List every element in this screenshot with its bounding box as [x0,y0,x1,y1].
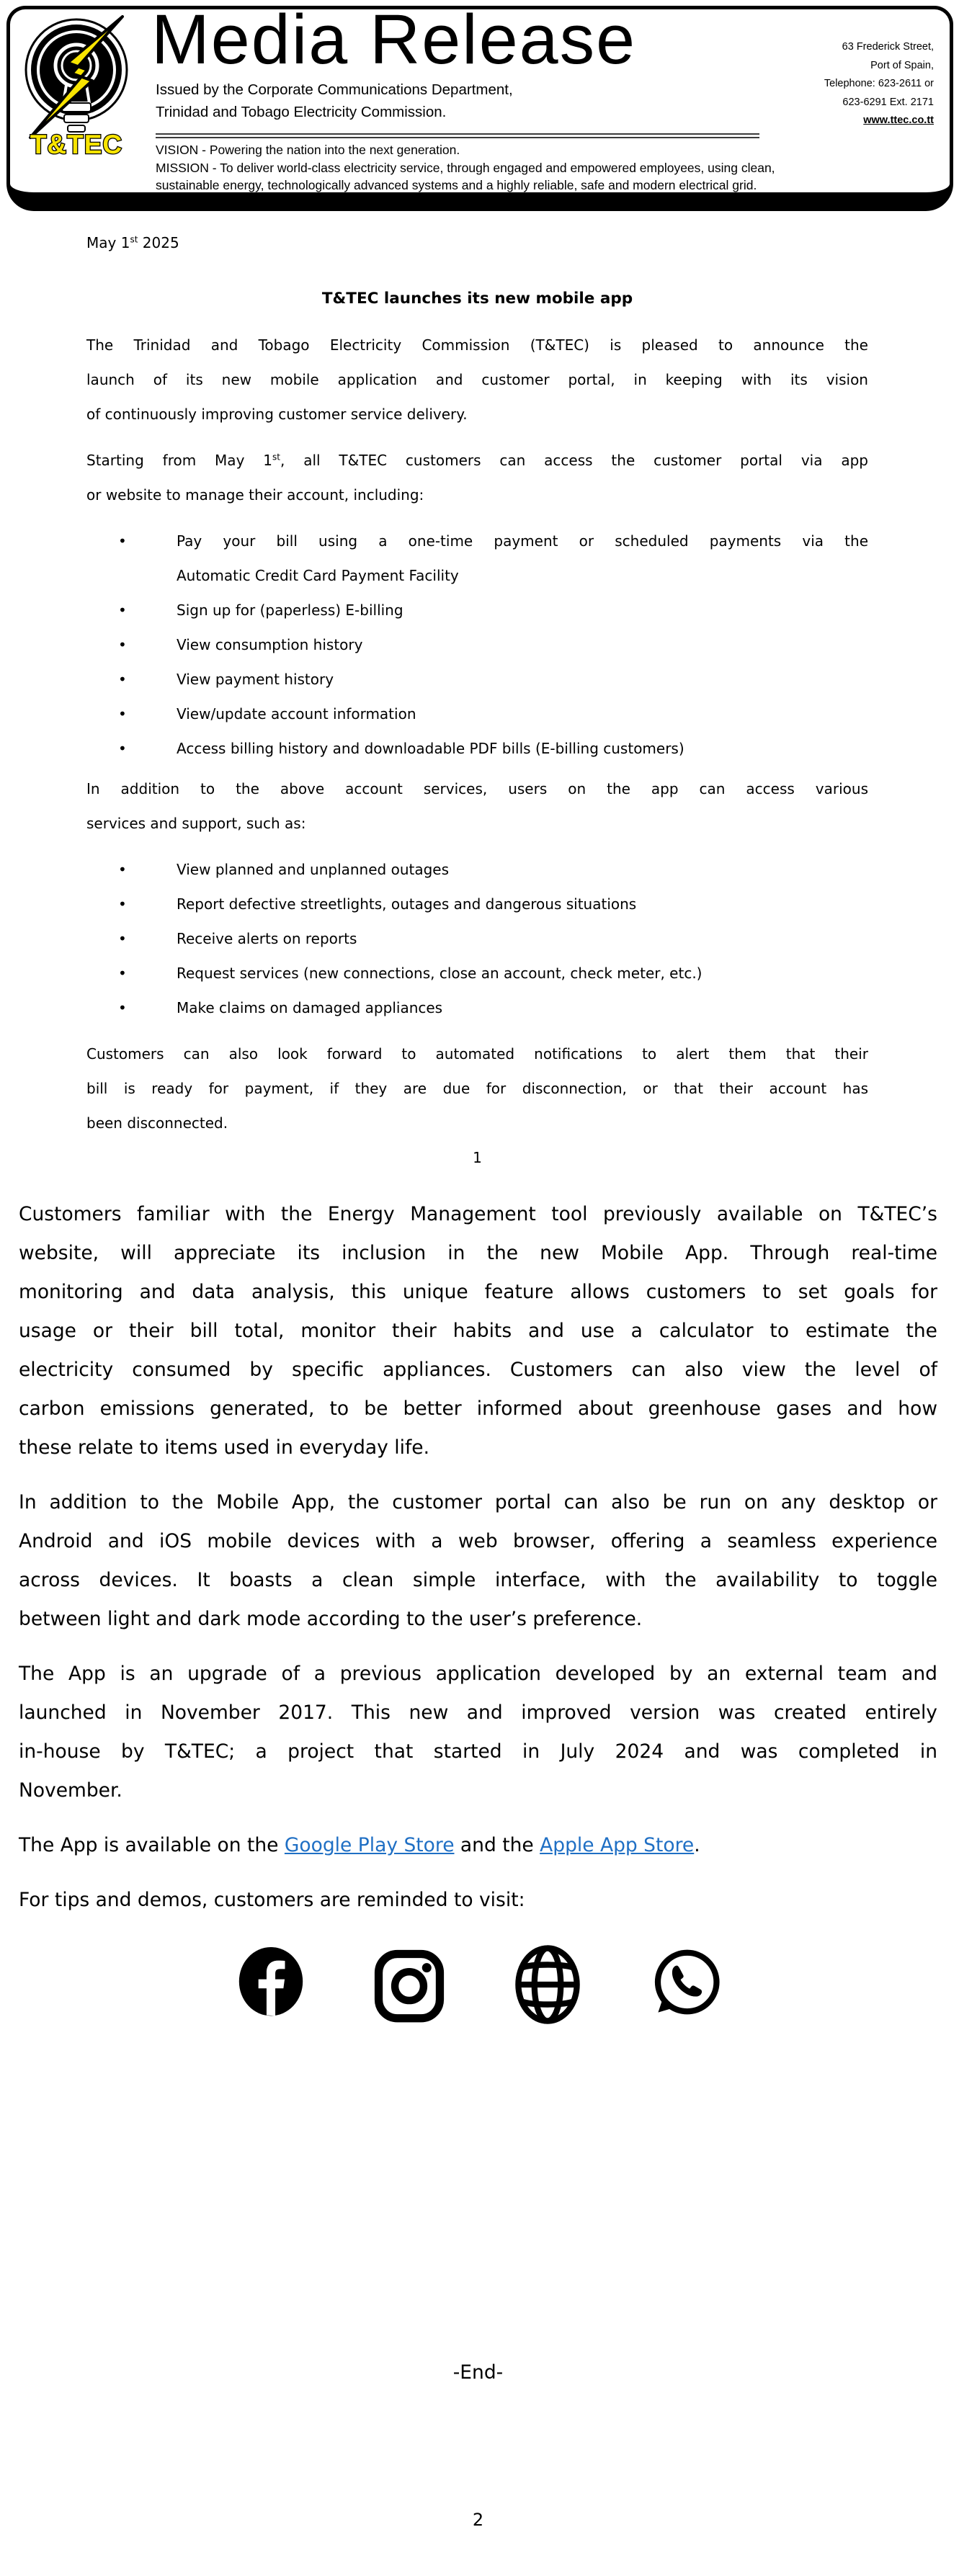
page-2 [0,1195,959,2539]
paragraph-energy-management: Customers familiar with the Energy Management tool previously available on T&TEC’s website, will appreciate its inclusion in the new Mobile App. Through real-time monitoring and data analysis, this unique feature allows customers to set goals for usage or their bill total, monitor their habits and use a calculator to estimate the electricity consumed by specific appliances. Customers can also view the level of carbon emissions generated, to be better informed about greenhouse gases and how these relate to items used in everyday life. [19,1203,937,1459]
list-item: • Report defective streetlights, outages and dangerous situations [86,887,868,921]
mission-statement: MISSION - To deliver world-class electricity service, through engaged and empowered employees, using clean, sustainable energy, technologically advanced systems and a highly reliable, safe and modern electrical grid. [156,161,775,192]
release-date: May 1st 2025 [86,234,179,251]
list-item: • View planned and unplanned outages [86,852,868,887]
list-item: • Make claims on damaged appliances [86,990,868,1025]
website-link[interactable]: www.ttec.co.tt [863,115,934,126]
account-services-list [86,524,868,766]
address-line: 623-6291 Ext. 2171 [842,96,934,108]
social-icons-row [19,1943,937,2028]
facebook-icon[interactable] [233,1943,308,2026]
paragraph-app-history: The App is an upgrade of a previous application developed by an external team and launched in November 2017. This new and improved version was created entirely in-house by T&TEC; a project that started in July 2024 and was completed in November. [19,1663,937,1802]
masthead-title: Media Release [151,0,637,79]
list-item: • Pay your bill using a one-time payment or scheduled payments via the Automatic Credit Card Payment Facility [86,524,868,593]
paragraph-notifications: Customers can also look forward to automated notifications to alert them that their bill is ready for payment, if they are due for disconnection, or that their account has been disconnected. [86,1045,868,1132]
paragraph-portal-devices: In addition to the Mobile App, the customer portal can also be run on any desktop or Android and iOS mobile devices with a web browser, offering a seamless experience across devices. It boasts a clean simple interface, with the availability to toggle between light and dark mode according to the user’s preference. [19,1491,937,1630]
list-item: • Sign up for (paperless) E-billing [86,593,868,627]
list-item: • Access billing history and downloadable PDF bills (E-billing customers) [86,731,868,766]
globe-icon[interactable] [510,1943,585,2026]
list-item: • View/update account information [86,697,868,731]
apple-app-store-link[interactable]: Apple App Store [540,1834,695,1856]
list-item: • Request services (new connections, close an account, check meter, etc.) [86,956,868,990]
vision-statement: VISION - Powering the nation into the next generation. [156,143,460,157]
issued-by-block [156,79,513,123]
paragraph-starting: Starting from May 1st, all T&TEC customers can access the customer portal via app or website to manage their account, including: [86,452,868,504]
address-line: Port of Spain, [870,59,934,71]
letterhead-card [6,0,953,211]
ordinal-superscript: st [130,234,138,245]
page-1 [0,211,959,1175]
page-number: 1 [473,1149,482,1166]
address-line: 63 Frederick Street, [842,41,934,53]
ordinal-superscript: st [272,452,280,462]
google-play-store-link[interactable]: Google Play Store [284,1834,455,1856]
paragraph-intro: The Trinidad and Tobago Electricity Commission (T&TEC) is pleased to announce the launch of its new mobile application and customer portal, in keeping with its vision of continuously improving customer service delivery. [86,336,868,423]
letterhead [6,0,953,211]
ttec-logo [20,15,135,159]
whatsapp-icon[interactable] [648,1943,723,2026]
support-services-list [86,852,868,1025]
page-number: 2 [472,2510,484,2530]
instagram-icon[interactable] [372,1943,447,2026]
paragraph-services: In addition to the above account services, users on the app can access various services and support, such as: [86,780,868,832]
list-item: • Receive alerts on reports [86,921,868,956]
tips-line: For tips and demos, customers are reminded to visit: [19,1889,525,1911]
issued-by-line: Issued by the Corporate Communications Department, [156,81,513,98]
address-block [824,38,934,130]
logo-wordmark: T&TEC [30,130,123,158]
issued-by-line: Trinidad and Tobago Electricity Commission. [156,104,447,120]
lightbulb-lightning-logo [20,15,135,158]
address-line: Telephone: 623-2611 or [824,78,934,89]
release-title: T&TEC launches its new mobile app [321,290,633,308]
separator-line [156,133,759,138]
end-marker: -End- [452,2361,504,2384]
list-item: • View payment history [86,662,868,697]
availability-line: The App is available on the Google Play Store and the Apple App Store. [19,1834,700,1856]
list-item: • View consumption history [86,627,868,662]
